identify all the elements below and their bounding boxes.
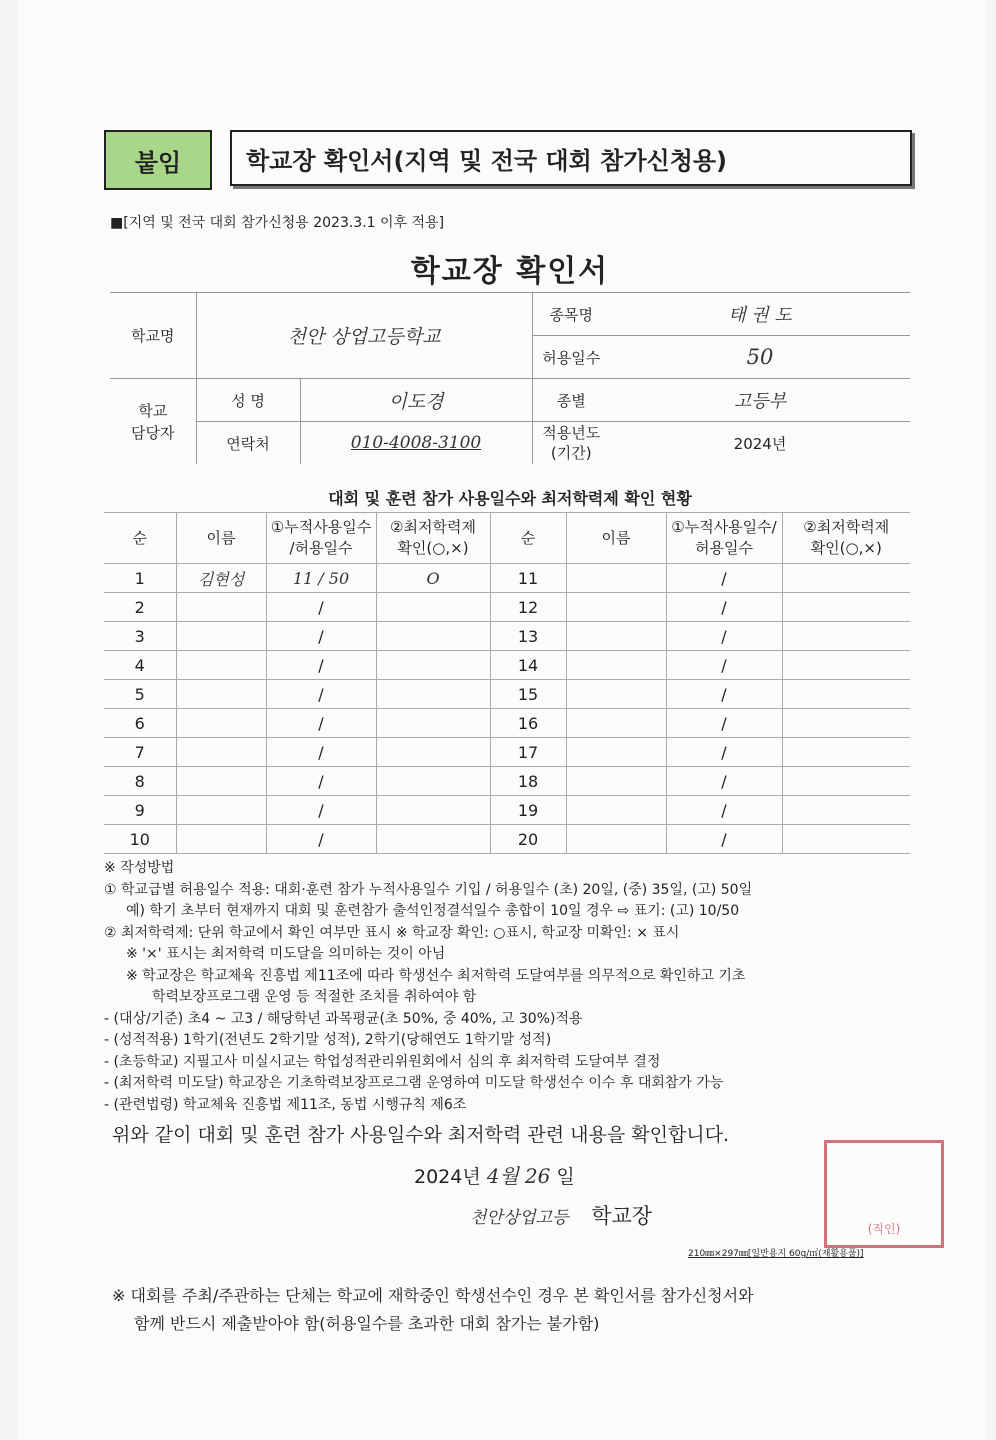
table-cell-n2: 18 [490,767,566,796]
table-cell-n1: 3 [104,622,176,651]
table-cell-c2 [782,651,910,680]
table-cell-d1: 11 / 50 [266,564,376,593]
manager-label: 학교 담당자 [110,379,196,465]
table-cell-n1: 2 [104,593,176,622]
table-cell-name2 [566,651,666,680]
table-cell-d2: / [666,564,782,593]
table-cell-c2 [782,622,910,651]
table-cell-n1: 7 [104,738,176,767]
table-cell-name2 [566,680,666,709]
table-cell-c1 [376,593,490,622]
header-cell: ①누적사용일수 /허용일수 [266,513,376,564]
table-cell-name2 [566,767,666,796]
section-title: 대회 및 훈련 참가 사용일수와 최저학력제 확인 현황 [328,489,692,508]
guide-line: ② 최저학력제: 단위 학교에서 확인 여부만 표시 ※ 학교장 확인: ○표시, 학교장 미확인: × 표시 [104,924,680,941]
date-month: 4월 [486,1164,519,1188]
guide-line: ※ '×' 표시는 최저학력 미도달을 의미하는 것이 아님 [126,946,446,962]
table-row [104,738,910,767]
table-cell-c2 [782,709,910,738]
table-row [104,622,910,651]
table-row [104,593,910,622]
table-cell-d2: / [666,738,782,767]
table-cell-n2: 14 [490,651,566,680]
table-cell-name2 [566,738,666,767]
table-cell-d2: / [666,651,782,680]
table-cell-c2 [782,767,910,796]
sport-label: 종목명 [532,293,610,336]
table-cell-c1 [376,825,490,854]
table-cell-n1: 9 [104,796,176,825]
type-value: 고등부 [610,379,910,422]
guide-line: - (관련법령) 학교체육 진흥법 제11조, 동법 시행규칙 제6조 [104,1096,467,1113]
apply-note: ■[지역 및 전국 대회 참가신청용 2023.3.1 이후 적용] [110,215,445,231]
table-row [104,825,910,854]
school-value: 천안 상업고등학교 [196,293,532,379]
guide-line: - (대상/기준) 초4 ~ 고3 / 해당학년 과목평균(초 50%, 중 40%, 고 30%)적용 [104,1010,583,1027]
table-cell-name1 [176,796,266,825]
table-cell-name1 [176,738,266,767]
document-title: 학교장 확인서 [410,254,610,289]
guide-line: - (최저학력 미도달) 학교장은 기초학력보장프로그램 운영하여 미도달 학생선수 이수 후 대회참가 가능 [104,1075,724,1091]
table-cell-c1 [376,680,490,709]
table-cell-name2 [566,564,666,593]
table-cell-n2: 12 [490,593,566,622]
table-cell-c1 [376,738,490,767]
table-cell-d2: / [666,593,782,622]
year-label: 적용년도 (기간) [532,422,610,465]
table-cell-n1: 1 [104,564,176,593]
footer-note [112,1282,754,1338]
table-header-row [104,513,910,564]
date-day-suffix: 일 [556,1166,575,1188]
usage-table [104,512,910,854]
official-seal-stamp [824,1140,944,1248]
table-cell-d2: / [666,825,782,854]
table-cell-d2: / [666,767,782,796]
table-cell-name1: 김현성 [176,564,266,593]
year-value: 2024년 [610,422,910,465]
table-cell-n1: 4 [104,651,176,680]
contact-value: 010-4008-3100 [300,422,532,465]
table-cell-name1 [176,825,266,854]
header-cell: 순 [104,513,176,564]
table-cell-n1: 6 [104,709,176,738]
signing-date [414,1160,575,1189]
table-cell-name1 [176,622,266,651]
contact-label: 연락처 [196,422,300,465]
table-cell-name2 [566,593,666,622]
table-cell-d1: / [266,767,376,796]
table-cell-c1 [376,622,490,651]
table-cell-d2: / [666,709,782,738]
guide-line: ※ 학교장은 학교체육 진흥법 제11조에 따라 학생선수 최저학력 도달여부를 의무적으로 확인하고 기초 [126,967,746,984]
table-cell-d2: / [666,622,782,651]
table-cell-c1: O [376,564,490,593]
table-cell-name1 [176,593,266,622]
table-cell-name1 [176,680,266,709]
days-value: 50 [610,336,910,379]
table-cell-d2: / [666,680,782,709]
principal-title: 학교장 [591,1204,653,1228]
table-cell-d1: / [266,593,376,622]
principal-school: 천안상업고등 [470,1208,569,1228]
attachment-tag: 붙임 [104,130,212,190]
header-cell: ②최저학력제 확인(○,×) [782,513,910,564]
table-cell-c1 [376,651,490,680]
table-cell-c1 [376,767,490,796]
table-row [104,651,910,680]
guide-line: 예) 학기 초부터 현재까지 대회 및 훈련참가 출석인정결석일수 총합이 10일 경우 ⇨ 표기: (고) 10/50 [126,903,740,919]
writing-guide [104,858,934,1116]
principal-signature [470,1200,652,1230]
table-cell-name2 [566,796,666,825]
table-cell-n2: 15 [490,680,566,709]
table-cell-n1: 5 [104,680,176,709]
table-cell-n2: 11 [490,564,566,593]
table-cell-d1: / [266,796,376,825]
table-row [104,564,910,593]
table-cell-c2 [782,738,910,767]
days-label: 허용일수 [532,336,610,379]
table-row [104,767,910,796]
header-cell: ①누적사용일수/ 허용일수 [666,513,782,564]
table-cell-name2 [566,825,666,854]
table-cell-n1: 8 [104,767,176,796]
table-cell-c2 [782,593,910,622]
table-cell-c1 [376,796,490,825]
table-cell-d1: / [266,680,376,709]
info-table [110,292,910,464]
table-cell-n2: 13 [490,622,566,651]
table-cell-n2: 16 [490,709,566,738]
table-cell-name1 [176,709,266,738]
guide-line: - (성적적용) 1학기(전년도 2학기말 성적), 2학기(당해연도 1학기말 성적) [104,1032,552,1048]
date-year: 2024년 [414,1166,481,1188]
header-cell: 이름 [566,513,666,564]
table-row [104,796,910,825]
table-cell-n1: 10 [104,825,176,854]
document-header [104,130,912,190]
table-cell-name2 [566,709,666,738]
guide-line: ① 학교급별 허용일수 적용: 대회·훈련 참가 누적사용일수 기입 / 허용일수 (초) 20일, (중) 35일, (고) 50일 [104,881,753,898]
header-cell: 순 [490,513,566,564]
table-cell-c2 [782,796,910,825]
name-value: 이도경 [300,379,532,422]
table-cell-name1 [176,767,266,796]
table-cell-d1: / [266,738,376,767]
table-cell-n2: 17 [490,738,566,767]
table-cell-d1: / [266,622,376,651]
table-cell-c2 [782,564,910,593]
footer-line: 함께 반드시 제출받아야 함(허용일수를 초과한 대회 참가는 불가함) [134,1314,600,1333]
seal-note: (직인) [867,1222,901,1236]
table-cell-d1: / [266,651,376,680]
date-day: 26 [524,1164,551,1188]
header-cell: ②최저학력제 확인(○,×) [376,513,490,564]
table-cell-c2 [782,680,910,709]
footer-line: ※ 대회를 주최/주관하는 단체는 학교에 재학중인 학생선수인 경우 본 확인서를 참가신청서와 [112,1286,754,1305]
table-cell-name2 [566,622,666,651]
table-cell-n2: 20 [490,825,566,854]
guide-line: 학력보장프로그램 운영 등 적절한 조치를 취하여야 함 [152,989,477,1005]
paper-spec: 210㎜×297㎜[일반용지 60g/㎡(재활용품)] [688,1249,864,1259]
table-cell-d1: / [266,709,376,738]
header-title: 학교장 확인서(지역 및 전국 대회 참가신청용) [230,130,912,186]
type-label: 종별 [532,379,610,422]
school-label: 학교명 [110,293,196,379]
table-row [104,680,910,709]
table-cell-name1 [176,651,266,680]
table-row [104,709,910,738]
guide-line: ※ 작성방법 [104,860,175,876]
guide-line: - (초등학교) 지필고사 미실시교는 학업성적관리위원회에서 심의 후 최저학력 도달여부 결정 [104,1053,661,1070]
table-cell-n2: 19 [490,796,566,825]
confirm-statement: 위와 같이 대회 및 훈련 참가 사용일수와 최저학력 관련 내용을 확인합니다. [112,1124,730,1146]
table-cell-c1 [376,709,490,738]
table-cell-d2: / [666,796,782,825]
name-label: 성 명 [196,379,300,422]
table-cell-c2 [782,825,910,854]
header-cell: 이름 [176,513,266,564]
sport-value: 태 권 도 [610,293,910,336]
table-cell-d1: / [266,825,376,854]
